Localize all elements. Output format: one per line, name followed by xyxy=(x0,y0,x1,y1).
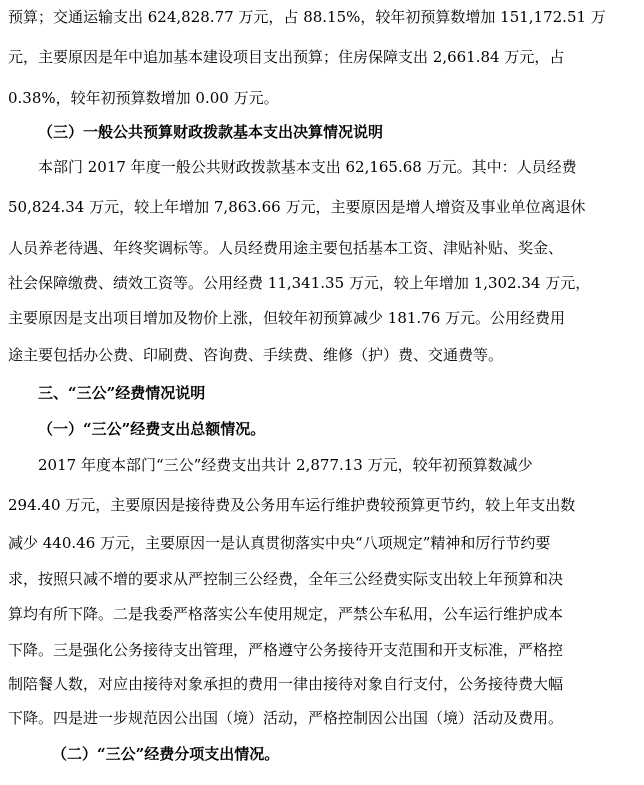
paragraph-line: 下降。三是强化公务接待支出管理，严格遵守公务接待开支范围和开支标准，严格控 xyxy=(8,641,564,659)
paragraph-line: 50,824.34 万元，较上年增加 7,863.66 万元，主要原因是增人增资及事业单位离退休 xyxy=(8,198,586,216)
paragraph-line: 预算；交通运输支出 624,828.77 万元，占 88.15%，较年初预算数增加 151,172.51 万 xyxy=(8,8,606,26)
section-heading: （一）“三公”经费支出总额情况。 xyxy=(38,420,266,438)
paragraph-line: 2017 年度本部门“三公”经费支出共计 2,877.13 万元，较年初预算数减少 xyxy=(38,456,533,474)
section-heading: （三）一般公共预算财政拨款基本支出决算情况说明 xyxy=(38,123,384,141)
paragraph-line: 算均有所下降。二是我委严格落实公车使用规定，严禁公车私用，公车运行维护成本 xyxy=(8,605,564,623)
paragraph-line: 本部门 2017 年度一般公共财政拨款基本支出 62,165.68 万元。其中：人员经费 xyxy=(38,158,577,176)
paragraph-line: 0.38%，较年初预算数增加 0.00 万元。 xyxy=(8,89,279,107)
paragraph-line: 制陪餐人数，对应由接待对象承担的费用一律由接待对象自行支付，公务接待费大幅 xyxy=(8,675,564,693)
section-heading: 三、“三公”经费情况说明 xyxy=(38,384,206,402)
paragraph-line: 294.40 万元，主要原因是接待费及公务用车运行维护费较预算更节约，较上年支出数 xyxy=(8,496,576,514)
paragraph-line: 主要原因是支出项目增加及物价上涨，但较年初预算减少 181.76 万元。公用经费用 xyxy=(8,309,566,327)
section-heading: （二）“三公”经费分项支出情况。 xyxy=(52,745,280,763)
paragraph-line: 求，按照只减不增的要求从严控制三公经费，全年三公经费实际支出较上年预算和决 xyxy=(8,570,564,588)
paragraph-line: 人员养老待遇、年终奖调标等。人员经费用途主要包括基本工资、津贴补贴、奖金、 xyxy=(8,239,564,257)
paragraph-line: 下降。四是进一步规范因公出国（境）活动，严格控制因公出国（境）活动及费用。 xyxy=(8,709,564,727)
paragraph-line: 元，主要原因是年中追加基本建设项目支出预算；住房保障支出 2,661.84 万元，占 xyxy=(8,48,565,66)
paragraph-line: 社会保障缴费、绩效工资等。公用经费 11,341.35 万元，较上年增加 1,302.34 万元， xyxy=(8,274,591,292)
paragraph-line: 减少 440.46 万元，主要原因一是认真贯彻落实中央“八项规定”精神和厉行节约要 xyxy=(8,534,551,552)
paragraph-line: 途主要包括办公费、印刷费、咨询费、手续费、维修（护）费、交通费等。 xyxy=(8,346,504,364)
